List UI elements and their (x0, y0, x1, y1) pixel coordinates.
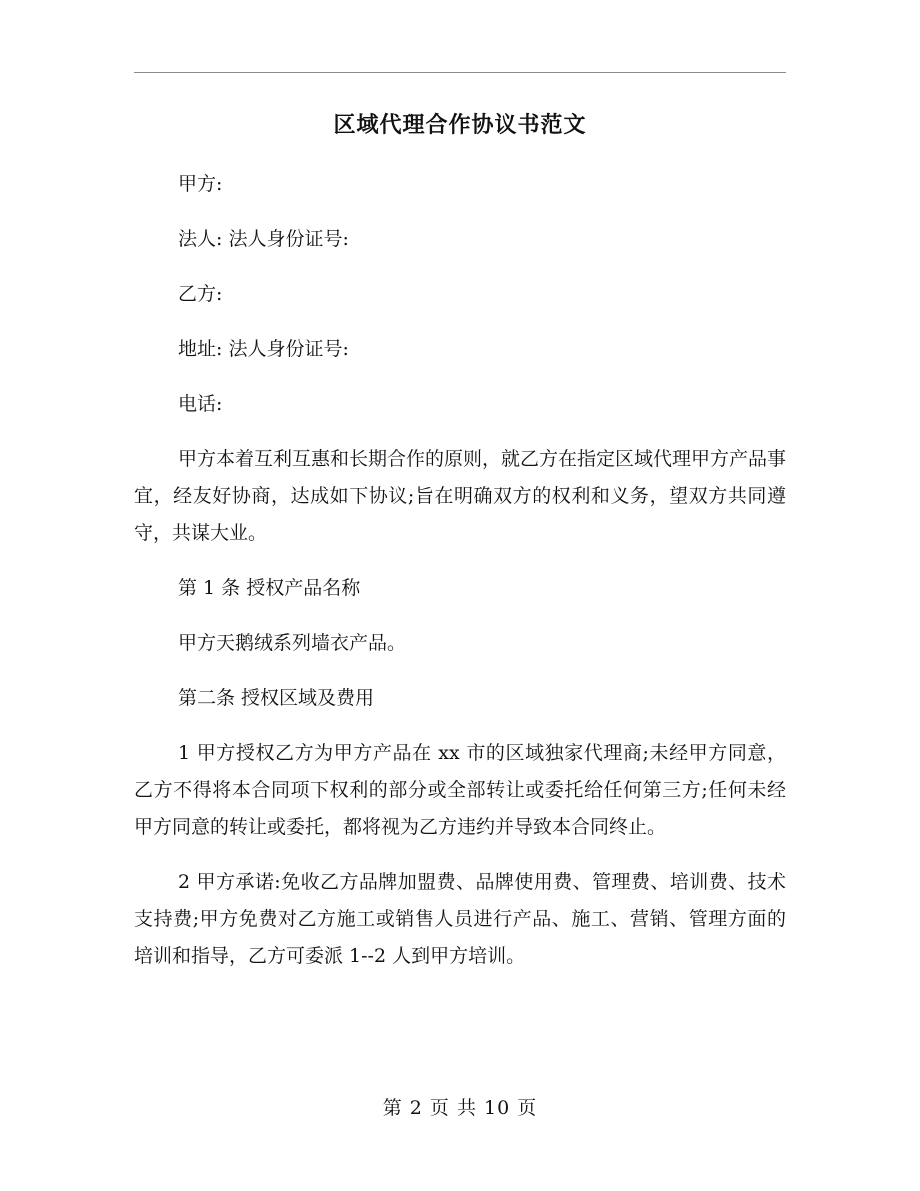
article1-body: 甲方天鹅绒系列墙衣产品。 (178, 632, 407, 654)
page-indicator: 第 2 页 共 10 页 (382, 1097, 538, 1119)
article2-heading: 第二条 授权区域及费用 (178, 687, 375, 709)
clause-1-paragraph: 1 甲方授权乙方为甲方产品在 xx 市的区域独家代理商;未经甲方同意，乙方不得将本合同项下权利的部分或全部转让或委托给任何第三方;任何未经甲方同意的转让或委托，都将视为乙方违约并导致本合同终止。 (134, 742, 786, 838)
document-body (134, 166, 786, 993)
address-line: 地址: 法人身份证号: (178, 338, 349, 360)
clause-2-paragraph: 2 甲方承诺:免收乙方品牌加盟费、品牌使用费、管理费、培训费、技术支持费;甲方免费对乙方施工或销售人员进行产品、施工、营销、管理方面的培训和指导，乙方可委派 1--2 人到甲方培训。 (134, 871, 786, 967)
document-title: 区域代理合作协议书范文 (333, 112, 587, 138)
legal-person-line: 法人: 法人身份证号: (178, 228, 349, 250)
party-a-line: 甲方: (178, 173, 223, 195)
article1-heading: 第 1 条 授权产品名称 (178, 577, 361, 599)
party-b-line: 乙方: (178, 283, 223, 305)
phone-line: 电话: (178, 393, 223, 415)
preamble-paragraph: 甲方本着互利互惠和长期合作的原则，就乙方在指定区域代理甲方产品事宜，经友好协商，达成如下协议;旨在明确双方的权利和义务，望双方共同遵守，共谋大业。 (134, 448, 787, 544)
header-rule (134, 72, 786, 73)
